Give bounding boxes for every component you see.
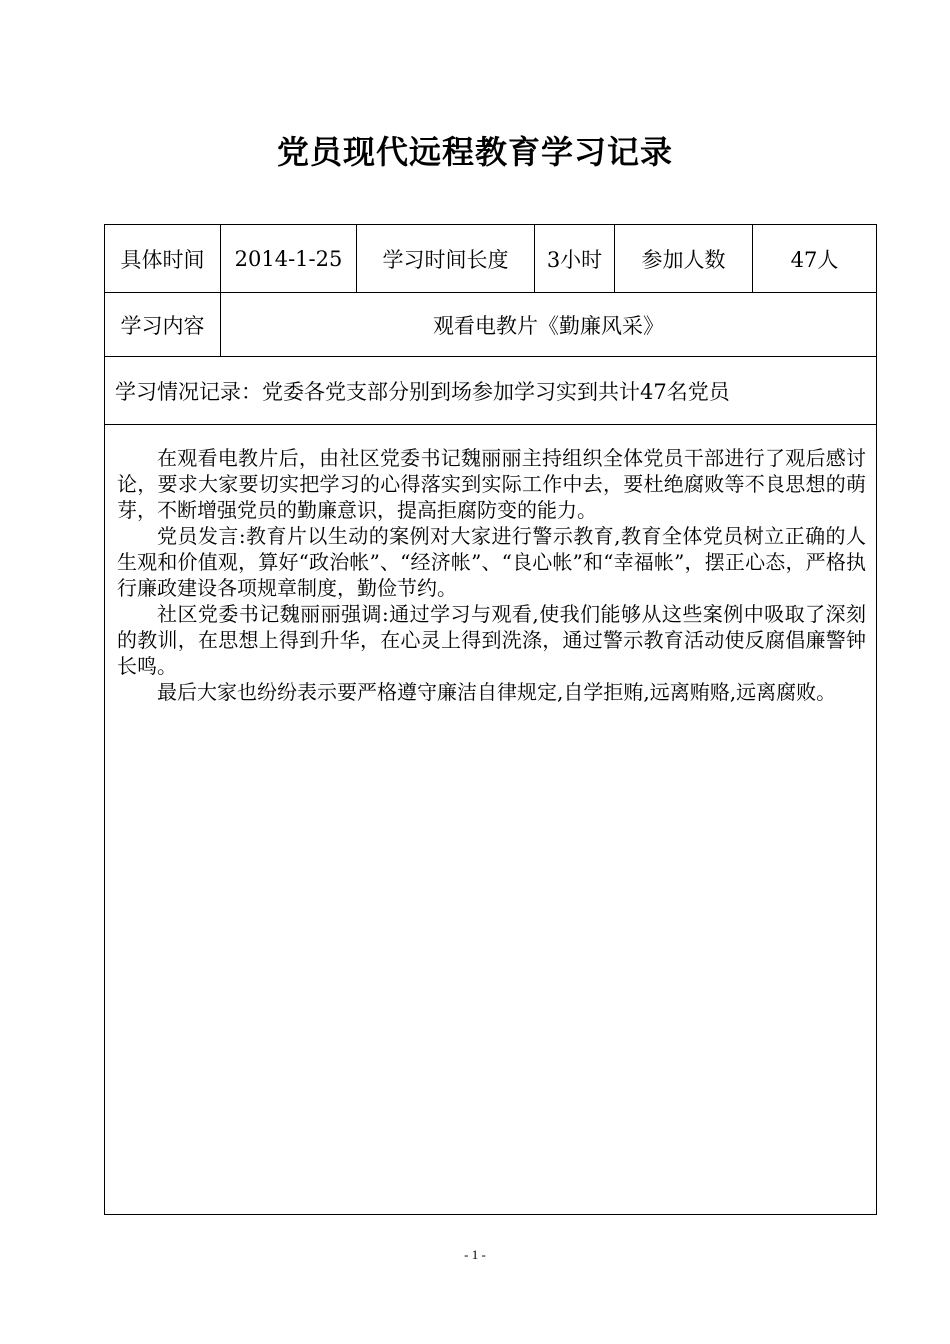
content-value: 观看电教片《勤廉风采》 bbox=[221, 293, 877, 357]
page-number: - 1 - bbox=[464, 1247, 486, 1262]
time-value: 2014-1-25 bbox=[221, 225, 357, 293]
paragraph-secretary-remarks: 社区党委书记魏丽丽强调:通过学习与观看,使我们能够从这些案例中吸取了深刻的教训，在思想上得到升华，在心灵上得到洗涤，通过警示教育活动使反腐倡廉警钟长鸣。 bbox=[117, 602, 866, 678]
document-title: 党员现代远程教育学习记录 bbox=[276, 133, 673, 171]
study-record-table bbox=[104, 224, 877, 1215]
paragraph-discussion: 在观看电教片后，由社区党委书记魏丽丽主持组织全体党员干部进行了观后感讨论，要求大家要切实把学习的心得落实到实际工作中去，要杜绝腐败等不良思想的萌芽，不断增强党员的勤廉意识，提高拒腐防变的能力。 bbox=[117, 446, 866, 522]
table-row bbox=[105, 425, 877, 1215]
discussion-cell bbox=[105, 425, 877, 1215]
table-row bbox=[105, 357, 877, 425]
participants-label: 参加人数 bbox=[615, 225, 753, 293]
table-row bbox=[105, 225, 877, 293]
content-label: 学习内容 bbox=[105, 293, 221, 357]
time-label: 具体时间 bbox=[105, 225, 221, 293]
table-row bbox=[105, 293, 877, 357]
paragraph-conclusion: 最后大家也纷纷表示要严格遵守廉洁自律规定,自学拒贿,远离贿赂,远离腐败。 bbox=[157, 680, 837, 704]
status-record: 学习情况记录：党委各党支部分别到场参加学习实到共计47名党员 bbox=[105, 357, 877, 425]
participants-value: 47人 bbox=[753, 225, 877, 293]
duration-value: 3小时 bbox=[535, 225, 615, 293]
duration-label: 学习时间长度 bbox=[357, 225, 535, 293]
discussion-body bbox=[105, 425, 876, 705]
paragraph-member-speech: 党员发言:教育片以生动的案例对大家进行警示教育,教育全体党员树立正确的人生观和价值观，算好“政治帐”、“经济帐”、“良心帐”和“幸福帐”，摆正心态，严格执行廉政建设各项规章制度，勤俭节约。 bbox=[117, 524, 866, 600]
